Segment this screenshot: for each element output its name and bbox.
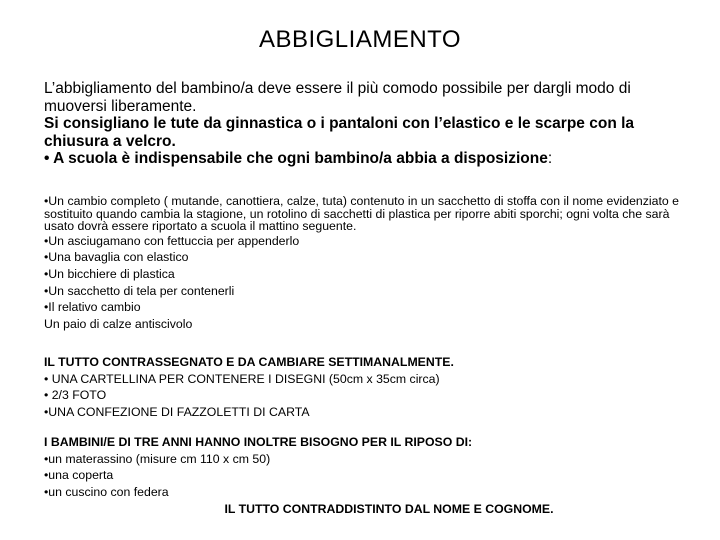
weekly-section (44, 354, 694, 421)
list-item: •UNA CONFEZIONE DI FAZZOLETTI DI CARTA (44, 405, 310, 420)
list-item: •Un sacchetto di tela per contenerli (44, 283, 235, 298)
intro-paragraph-requirements (44, 150, 694, 168)
list-item: • 2/3 FOTO (44, 388, 107, 403)
footer-note: IL TUTTO CONTRADDISTINTO DAL NOME E COGNOME. (224, 501, 554, 516)
intro-section (44, 80, 694, 168)
requirements-lead: • A scuola è indispensabile che ogni bambino/a abbia a disposizione (44, 150, 548, 167)
list-item: •un cuscino con federa (44, 485, 169, 500)
section-heading: I BAMBINI/E DI TRE ANNI HANNO INOLTRE BISOGNO PER IL RIPOSO DI: (44, 435, 473, 449)
list-item: •Una bavaglia con elastico (44, 250, 189, 265)
list-item: •Un asciugamano con fettuccia per appenderlo (44, 233, 300, 248)
list-item: Un paio di calze antiscivolo (44, 317, 193, 332)
list-item: •Il relativo cambio (44, 300, 141, 315)
intro-paragraph-clothing: Si consigliano le tute da ginnastica o i pantaloni con l’elastico e le scarpe con la chiusura a velcro. (44, 115, 635, 150)
list-item: •Un bicchiere di plastica (44, 266, 175, 281)
list-item: •un materassino (misure cm 110 x cm 50) (44, 451, 271, 466)
nap-section (44, 434, 694, 518)
page-title: ABBIGLIAMENTO (258, 26, 462, 53)
list-item: •Un cambio completo ( mutande, canottiera, calze, tuta) contenuto in un sacchetto di stoffa con il nome evidenziato e sostituito quando cambia la stagione, un rotolino di sacchetti di plastica per riporre abiti sporchi; ogni volta che sarà usato dovrà essere riportato a scuola il mattino seguente. (44, 194, 679, 233)
section-heading: IL TUTTO CONTRASSEGNATO E DA CAMBIARE SETTIMANALMENTE. (44, 355, 454, 369)
list-item: • UNA CARTELLINA PER CONTENERE I DISEGNI (50cm x 35cm circa) (44, 371, 440, 386)
supplies-list (44, 195, 694, 333)
list-item: •una coperta (44, 468, 114, 483)
requirements-colon: : (547, 150, 553, 167)
intro-paragraph-comfort: L’abbigliamento del bambino/a deve essere il più comodo possibile per dargli modo di muoversi liberamente. (44, 80, 631, 115)
